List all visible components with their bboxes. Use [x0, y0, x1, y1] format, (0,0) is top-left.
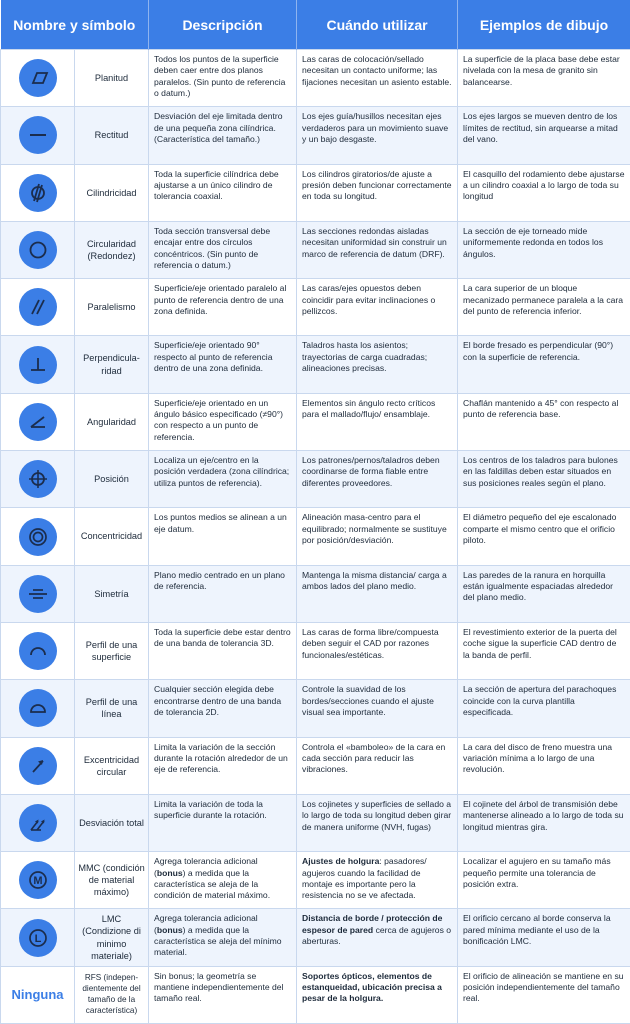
row-when-to-use: Ajustes de holgura: pasadores/ agujeros cuando la facilidad de montaje es importante pero la resistencia no se ve afectada. [297, 852, 458, 909]
table-row [1, 966, 630, 1023]
concentricity-icon [19, 518, 57, 556]
row-description: Agrega tolerancia adicional (bonus) a medida que la característica se aleja de la condición de material máximo. [149, 852, 297, 909]
row-when-to-use: Taladros hasta los asientos; trayectorias de carga cuadradas; alineaciones precisas. [297, 336, 458, 393]
total-runout-icon [19, 804, 57, 842]
table-row [1, 279, 630, 336]
svg-text:M: M [32, 875, 43, 888]
row-description: Los puntos medios se alinean a un eje datum. [149, 508, 297, 565]
row-example: La cara superior de un bloque mecanizado permanece paralela a la cara del punto de referencia inferior. [458, 279, 630, 336]
row-example: Los centros de los taladros para bulones en las faldillas deben estar situados en sus posiciones reales según el plano. [458, 451, 630, 508]
row-name: Angularidad [75, 393, 149, 450]
lmc-icon [19, 919, 57, 957]
table-row [1, 565, 630, 622]
circular-runout-icon [19, 747, 57, 785]
row-when-to-use: Distancia de borde / protección de espesor de pared cerca de agujeros o aberturas. [297, 909, 458, 966]
row-example: El orificio de alineación se mantiene en su posición independientemente del tamaño real. [458, 966, 630, 1023]
header-row [1, 0, 630, 50]
row-when-to-use: Controle la suavidad de los bordes/secciones cuando el ajuste visual sea importante. [297, 680, 458, 737]
row-description: Superficie/eje orientado paralelo al punto de referencia dentro de una zona definida. [149, 279, 297, 336]
table-row [1, 393, 630, 450]
table-row [1, 164, 630, 221]
row-when-to-use: Controla el «bamboleo» de la cara en cada sección para reducir las vibraciones. [297, 737, 458, 794]
row-example: Las paredes de la ranura en horquilla están igualmente espaciadas alrededor del plano medio. [458, 565, 630, 622]
row-name: Perpendicula-ridad [75, 336, 149, 393]
row-description: Desviación del eje limitada dentro de una pequeña zona cilíndrica. (Característica del tamaño.) [149, 107, 297, 164]
table-row [1, 622, 630, 679]
row-example: Los ejes largos se mueven dentro de los límites de rectitud, sin arquearse a mitad del vano. [458, 107, 630, 164]
row-name: Planitud [75, 50, 149, 107]
symmetry-icon [19, 575, 57, 613]
perpendicularity-icon [19, 346, 57, 384]
row-when-to-use: Los ejes guía/husillos necesitan ejes verdaderos para un movimiento suave y un bajo desgaste. [297, 107, 458, 164]
row-when-to-use: Los cilindros giratorios/de ajuste a presión deben funcionar correctamente en toda su longitud. [297, 164, 458, 221]
row-name: Rectitud [75, 107, 149, 164]
angularity-icon [19, 403, 57, 441]
table-row [1, 221, 630, 278]
mmc-icon [19, 861, 57, 899]
position-icon [19, 460, 57, 498]
row-example: El revestimiento exterior de la puerta del coche sigue la superficie CAD dentro de la banda de perfil. [458, 622, 630, 679]
row-when-to-use: Alineación masa-centro para el equilibrado; normalmente se sustituye por posición/desviación. [297, 508, 458, 565]
row-name: MMC (condición de material máximo) [75, 852, 149, 909]
row-when-to-use: Las caras de forma libre/compuesta deben seguir el CAD por razones funcionales/estéticas. [297, 622, 458, 679]
cylindricity-icon [19, 174, 57, 212]
straightness-icon [19, 116, 57, 154]
row-name: Cilindricidad [75, 164, 149, 221]
circularity-icon [19, 231, 57, 269]
row-when-to-use: Las caras/ejes opuestos deben coincidir para evitar inclinaciones o pellizcos. [297, 279, 458, 336]
row-description: Superficie/eje orientado en un ángulo básico especificado (≠90°) con respecto a un punto de referencia. [149, 393, 297, 450]
table-row [1, 508, 630, 565]
row-example: La sección de eje torneado mide uniformemente redonda en todos los ángulos. [458, 221, 630, 278]
table-row [1, 737, 630, 794]
header-drawing-examples: Ejemplos de dibujo [458, 0, 630, 50]
row-example: El borde fresado es perpendicular (90°) con la superficie de referencia. [458, 336, 630, 393]
row-when-to-use: Soportes ópticos, elementos de estanqueidad, ubicación precisa a pesar de la holgura. [297, 966, 458, 1023]
row-description: Agrega tolerancia adicional (bonus) a medida que la característica se aleja del mínimo material. [149, 909, 297, 966]
profile-of-line-icon [19, 689, 57, 727]
row-name: Circularidad (Redondez) [75, 221, 149, 278]
table-row [1, 336, 630, 393]
row-name: Perfil de una línea [75, 680, 149, 737]
header-name-symbol: Nombre y símbolo [1, 0, 149, 50]
table-row [1, 50, 630, 107]
row-name: Simetría [75, 565, 149, 622]
row-description: Plano medio centrado en un plano de referencia. [149, 565, 297, 622]
row-description: Superficie/eje orientado 90° respecto al punto de referencia dentro de una zona definida. [149, 336, 297, 393]
row-example: El cojinete del árbol de transmisión debe mantenerse alineado a lo largo de toda su longitud mientras gira. [458, 794, 630, 851]
row-description: Cualquier sección elegida debe encontrarse dentro de una banda de tolerancia 2D. [149, 680, 297, 737]
no-symbol-label: Ninguna [11, 987, 64, 1003]
row-description: Limita la variación de la sección durante la rotación alrededor de un eje de referencia. [149, 737, 297, 794]
row-when-to-use: Las secciones redondas aisladas necesitan uniformidad sin construir un marco de referencia de datum (DRF). [297, 221, 458, 278]
row-description: Localiza un eje/centro en la posición verdadera (zona cilíndrica; utiliza puntos de referencia). [149, 451, 297, 508]
row-when-to-use: Las caras de colocación/sellado necesitan un contacto uniforme; las fijaciones necesitan un asiento estable. [297, 50, 458, 107]
row-name: Concentricidad [75, 508, 149, 565]
row-name: Excentricidad circular [75, 737, 149, 794]
row-example: La superficie de la placa base debe estar nivelada con la mesa de granito sin balancearse. [458, 50, 630, 107]
header-description: Descripción [149, 0, 297, 50]
row-description: Toda la superficie debe estar dentro de una banda de tolerancia 3D. [149, 622, 297, 679]
table-row [1, 852, 630, 909]
table-row [1, 794, 630, 851]
row-description: Todos los puntos de la superficie deben caer entre dos planos paralelos. (Sin punto de referencia o datum.) [149, 50, 297, 107]
row-description: Limita la variación de toda la superficie durante la rotación. [149, 794, 297, 851]
svg-text:L: L [34, 932, 41, 945]
row-description: Toda la superficie cilíndrica debe ajustarse a un único cilindro de tolerancia coaxial. [149, 164, 297, 221]
row-example: La cara del disco de freno muestra una variación mínima a lo largo de una revolución. [458, 737, 630, 794]
row-example: Chaflán mantenido a 45° con respecto al punto de referencia base. [458, 393, 630, 450]
row-name: LMC (Condizione di minimo materiale) [75, 909, 149, 966]
flatness-icon [19, 59, 57, 97]
table-row [1, 680, 630, 737]
row-when-to-use: Mantenga la misma distancia/ carga a ambos lados del plano medio. [297, 565, 458, 622]
row-example: La sección de apertura del parachoques coincide con la curva plantilla especificada. [458, 680, 630, 737]
row-name: RFS (indepen-dientemente del tamaño de la característica) [75, 966, 149, 1023]
table-row [1, 451, 630, 508]
row-example: El diámetro pequeño del eje escalonado comparte el mismo centro que el orificio piloto. [458, 508, 630, 565]
row-example: El casquillo del rodamiento debe ajustarse a un cilindro coaxial a lo largo de toda su longitud [458, 164, 630, 221]
row-when-to-use: Los patrones/pernos/taladros deben coordinarse de forma fiable entre diferentes proveedores. [297, 451, 458, 508]
row-name: Perfil de una superficie [75, 622, 149, 679]
table-row [1, 909, 630, 966]
row-description: Sin bonus; la geometría se mantiene independientemente del tamaño real. [149, 966, 297, 1023]
table-row [1, 107, 630, 164]
row-example: Localizar el agujero en su tamaño más pequeño permite una tolerancia de posición extra. [458, 852, 630, 909]
row-example: El orificio cercano al borde conserva la pared mínima mediante el uso de la bonificación LMC. [458, 909, 630, 966]
parallelism-icon [19, 288, 57, 326]
header-when-to-use: Cuándo utilizar [297, 0, 458, 50]
row-when-to-use: Los cojinetes y superficies de sellado a lo largo de toda su longitud deben girar de manera uniforme (NVH, fugas) [297, 794, 458, 851]
row-name: Desviación total [75, 794, 149, 851]
row-when-to-use: Elementos sin ángulo recto críticos para el mallado/flujo/ ensamblaje. [297, 393, 458, 450]
profile-of-surface-icon [19, 632, 57, 670]
row-name: Paralelismo [75, 279, 149, 336]
row-description: Toda sección transversal debe encajar entre dos círculos concéntricos. (Sin punto de referencia o datum.) [149, 221, 297, 278]
row-name: Posición [75, 451, 149, 508]
